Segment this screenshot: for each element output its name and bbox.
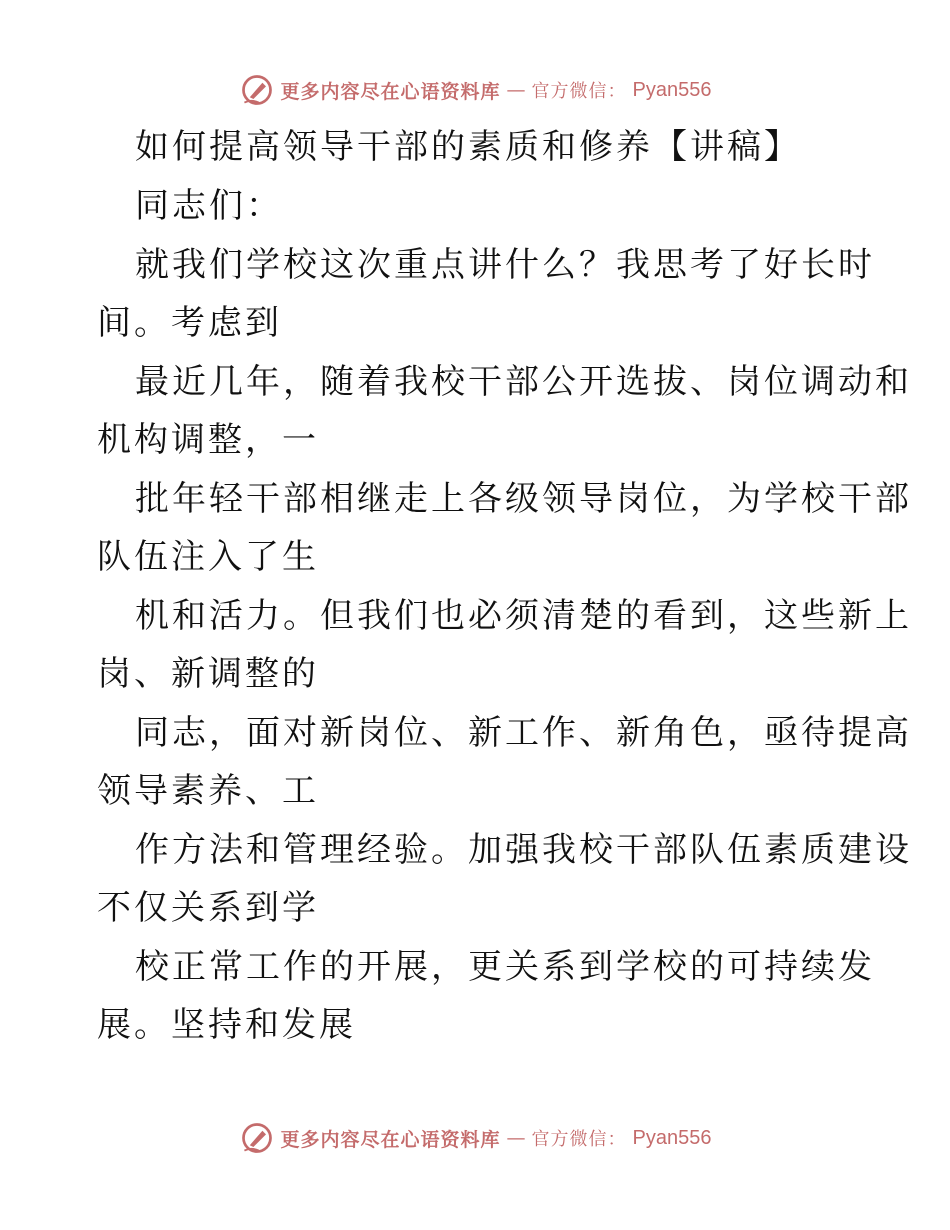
banner-site-text: 更多内容尽在心语资料库 [280, 1128, 501, 1151]
banner-dash: — [506, 1127, 526, 1149]
pen-logo-icon [239, 72, 275, 108]
banner-wechat-label: 官方微信： [531, 1129, 627, 1150]
paragraph-line: 不仅关系到学 [97, 888, 319, 928]
footer-banner [0, 1118, 950, 1158]
banner-site-text: 更多内容尽在心语资料库 [280, 80, 501, 103]
paragraph-line: 校正常工作的开展，更关系到学校的可持续发 [135, 947, 875, 987]
paragraph-line: 就我们学校这次重点讲什么？我思考了好长时 [135, 245, 875, 285]
paragraph-line: 领导素养、工 [97, 771, 319, 811]
paragraph-line: 同志，面对新岗位、新工作、新角色，亟待提高 [135, 713, 912, 753]
salutation: 同志们： [135, 186, 283, 226]
paragraph-line: 岗、新调整的 [97, 654, 319, 694]
paragraph-line: 最近几年，随着我校干部公开选拔、岗位调动和 [135, 362, 912, 402]
paragraph-line: 机构调整，一 [97, 420, 319, 460]
paragraph-line: 机和活力。但我们也必须清楚的看到，这些新上 [135, 596, 912, 636]
banner-wechat-label: 官方微信： [531, 81, 627, 102]
paragraph-line: 队伍注入了生 [97, 537, 319, 577]
paragraph-line: 展。坚持和发展 [97, 1005, 356, 1045]
paragraph-line: 间。考虑到 [97, 303, 282, 343]
banner-wechat-id: Pyan556 [632, 1126, 712, 1149]
header-banner [0, 70, 950, 110]
banner-dash: — [506, 79, 526, 101]
pen-logo-icon [239, 1120, 275, 1156]
paragraph-line: 批年轻干部相继走上各级领导岗位，为学校干部 [135, 479, 912, 519]
document-title: 如何提高领导干部的素质和修养【讲稿】 [135, 127, 801, 167]
banner-wechat-id: Pyan556 [632, 78, 712, 101]
paragraph-line: 作方法和管理经验。加强我校干部队伍素质建设 [135, 830, 912, 870]
